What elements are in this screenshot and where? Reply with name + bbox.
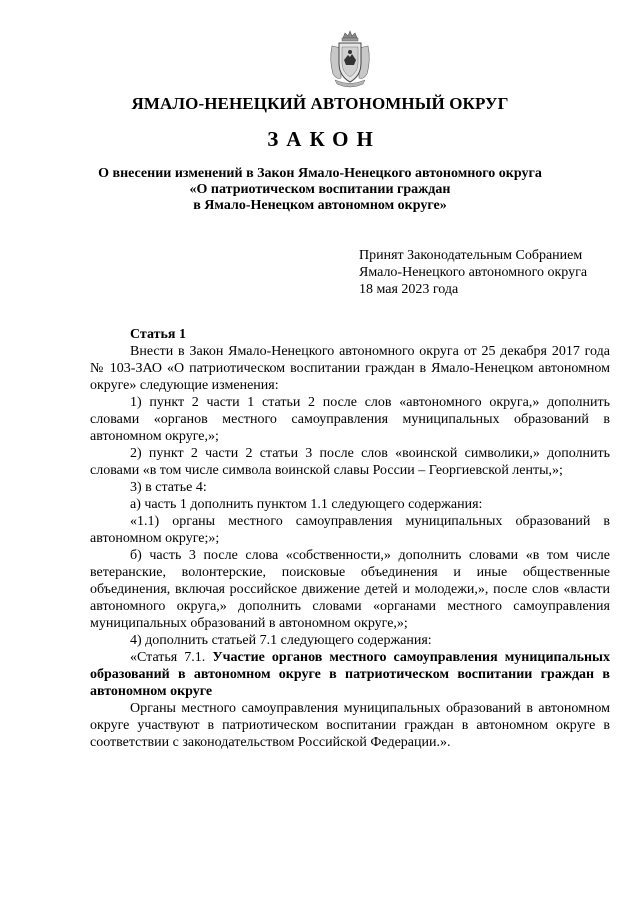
coat-of-arms-icon — [327, 30, 373, 88]
adoption-date: 18 мая 2023 года — [359, 282, 459, 297]
paragraph-intro: Внести в Закон Ямало-Ненецкого автономного округа от 25 декабря 2017 года № 103-ЗАО «О патриотическом воспитании граждан в Ямало-Ненецком автономном округе» следующие изменения: — [90, 344, 610, 393]
paragraph-item-3a-quote: «1.1) органы местного самоуправления муниципальных образований в автономном округе;»; — [90, 514, 610, 546]
subject-line: О внесении изменений в Закон Ямало-Ненецкого автономного округа — [98, 166, 542, 181]
law-body — [90, 326, 610, 751]
new-article-heading — [90, 649, 610, 700]
paragraph-item-2: 2) пункт 2 части 2 статьи 3 после слов «воинской символики,» дополнить словами «в том числе символа воинской славы России – Георгиевской ленты,»; — [90, 446, 610, 478]
paragraph-item-1: 1) пункт 2 части 1 статьи 2 после слов «автономного округа,» дополнить словами «органов местного самоуправления муниципальных образований в автономном округе,»; — [90, 395, 610, 444]
law-subject — [60, 166, 580, 214]
subject-line: «О патриотическом воспитании граждан — [189, 182, 451, 197]
adoption-line: Принят Законодательным Собранием — [359, 248, 583, 263]
adoption-line: Ямало-Ненецкого автономного округа — [359, 265, 588, 280]
new-article-prefix: «Статья 7.1. — [130, 650, 206, 665]
paragraph-item-3: 3) в статье 4: — [130, 480, 207, 495]
paragraph-item-3a: а) часть 1 дополнить пунктом 1.1 следующего содержания: — [130, 497, 483, 512]
new-article-text: Органы местного самоуправления муниципальных образований в автономном округе участвуют в патриотическом воспитании граждан в автономном округе в соответствии с законодательством Российской Федерации.». — [90, 701, 610, 750]
article-heading: Статья 1 — [130, 327, 186, 342]
region-name: ЯМАЛО-НЕНЕЦКИЙ АВТОНОМНЫЙ ОКРУГ — [131, 94, 509, 113]
document-type: ЗАКОН — [267, 127, 381, 151]
paragraph-item-3b: б) часть 3 после слова «собственности,» дополнить словами «в том числе ветеранские, волонтерские, поисковые объединения и иные общественные объединения, включая российское движение детей и молодежи,», после слов «власти автономного округа,» дополнить словами «органами местного самоуправления муниципальных образований в автономном округе,»; — [90, 548, 610, 631]
subject-line: в Ямало-Ненецком автономном округе» — [193, 198, 447, 213]
new-article-title: Участие органов местного самоуправления муниципальных образований в автономном округе в патриотическом воспитании граждан в автономном округе — [90, 650, 610, 699]
coat-of-arms-emblem — [327, 30, 373, 88]
paragraph-item-4: 4) дополнить статьей 7.1 следующего содержания: — [130, 633, 432, 648]
adoption-note — [359, 247, 629, 298]
